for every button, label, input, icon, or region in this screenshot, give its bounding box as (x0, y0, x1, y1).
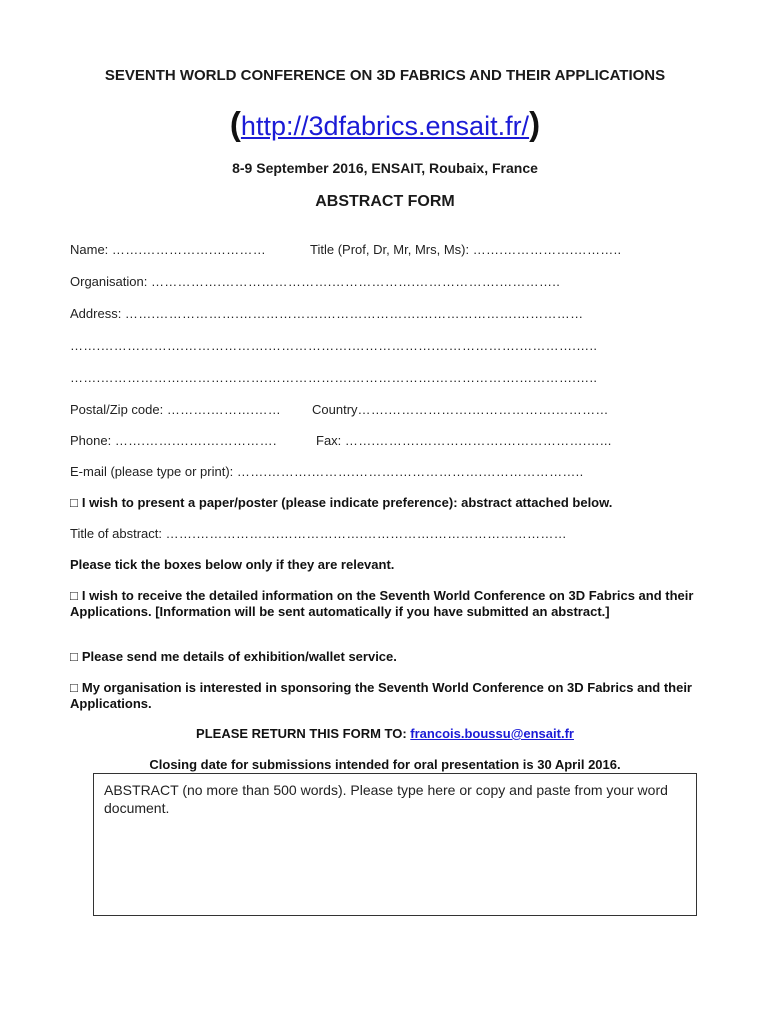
open-parenthesis: ( (229, 105, 241, 142)
exhibition-checkbox[interactable]: □ (70, 649, 78, 664)
receive-info-text: I wish to receive the detailed information on the Seventh World Conference on 3D Fabrics and their Applications. [Information will be sent automatically if you have submitted an abstract.] (70, 588, 694, 619)
conference-title: SEVENTH WORLD CONFERENCE ON 3D FABRICS AND THEIR APPLICATIONS (104, 67, 666, 84)
tick-note: Please tick the boxes below only if they are relevant. (70, 557, 395, 572)
name-label: Name: (70, 242, 112, 257)
address-line-2[interactable] (70, 338, 597, 353)
address-label: Address: (70, 306, 125, 321)
country-label: Country (312, 402, 358, 417)
postal-row (70, 402, 281, 417)
email-label: E-mail (please type or print): (70, 464, 237, 479)
abstract-textbox[interactable] (93, 773, 697, 916)
receive-info-option (70, 588, 710, 620)
conference-url-link[interactable]: http://3dfabrics.ensait.fr/ (240, 111, 530, 141)
postal-label: Postal/Zip code: (70, 402, 167, 417)
sponsoring-text: My organisation is interested in sponsoring the Seventh World Conference on 3D Fabrics and their Applications. (70, 680, 692, 711)
organisation-field[interactable]: …………….…………………….……………….……………….………….. (150, 274, 561, 289)
organisation-row (70, 274, 560, 289)
email-field[interactable]: …….……….……….……….……………….………………….. (236, 464, 584, 479)
abstract-title-label: Title of abstract: (70, 526, 166, 541)
title-label: Title (Prof, Dr, Mr, Mrs, Ms): (310, 242, 473, 257)
phone-row (70, 433, 277, 448)
conference-url-line (0, 104, 770, 146)
return-line (0, 726, 770, 741)
sponsoring-checkbox[interactable]: □ (70, 680, 78, 695)
exhibition-text: Please send me details of exhibition/wallet service. (81, 649, 397, 664)
abstract-title-field[interactable]: …….……………….……………….…………….………………………… (165, 526, 567, 541)
country-field[interactable]: …….……………….……………….………… (357, 402, 609, 417)
address-line-3-dots[interactable]: …….……………….……………….……………….……………….……………….………….….. (70, 370, 598, 385)
date-location: 8-9 September 2016, ENSAIT, Roubaix, France (232, 160, 538, 176)
title-field[interactable]: …….…………….……….. (472, 242, 622, 257)
address-line-3[interactable] (70, 370, 597, 385)
form-title: ABSTRACT FORM (315, 193, 455, 210)
abstract-instructions: ABSTRACT (no more than 500 words). Please type here or copy and paste from your word document. (104, 782, 668, 816)
receive-info-checkbox[interactable]: □ (70, 588, 78, 603)
close-parenthesis: ) (529, 105, 541, 142)
name-field[interactable]: …….…………….………… (111, 242, 267, 257)
return-label: PLEASE RETURN THIS FORM TO: (196, 726, 411, 741)
fax-row (316, 433, 612, 448)
email-row (70, 464, 584, 479)
address-line-2-dots[interactable]: …….……………….……………….……………….……………….……………….………….….. (70, 338, 598, 353)
name-title-row (70, 242, 266, 257)
country-row (312, 402, 609, 417)
organisation-label: Organisation: (70, 274, 151, 289)
fax-label: Fax: (316, 433, 345, 448)
present-paper-option (70, 495, 710, 511)
title-row (310, 242, 621, 257)
present-paper-checkbox[interactable]: □ (70, 495, 78, 510)
exhibition-option (70, 649, 710, 665)
address-row (70, 306, 583, 321)
address-field[interactable]: …….……………….……………….………………….………………….…………… (124, 306, 584, 321)
return-email-link[interactable]: francois.boussu@ensait.fr (410, 726, 574, 741)
sponsoring-option (70, 680, 710, 712)
postal-field[interactable]: ……….……….…… (166, 402, 282, 417)
fax-field[interactable]: …….……….……………….……………….…... (344, 433, 612, 448)
present-paper-text: I wish to present a paper/poster (please indicate preference): abstract attached below. (81, 495, 613, 510)
closing-date: Closing date for submissions intended for oral presentation is 30 April 2016. (149, 757, 621, 772)
phone-label: Phone: (70, 433, 115, 448)
phone-field[interactable]: …….…….…….……………. (114, 433, 277, 448)
abstract-title-row (70, 526, 567, 541)
